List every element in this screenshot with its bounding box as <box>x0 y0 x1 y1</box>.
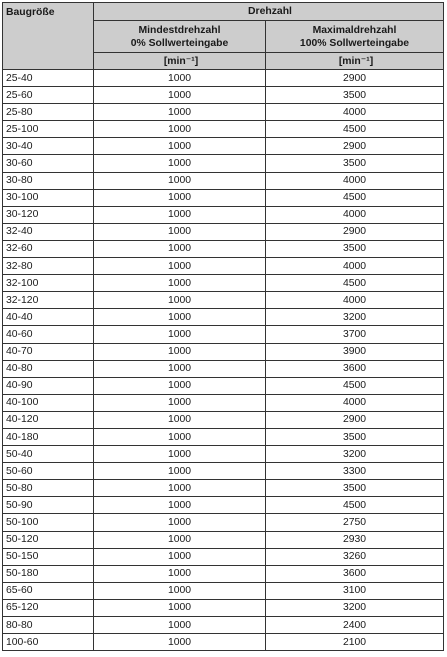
cell-size: 30-40 <box>3 138 94 155</box>
column-header-speed: Drehzahl <box>94 3 444 21</box>
cell-size: 25-80 <box>3 104 94 121</box>
cell-max-speed: 3100 <box>266 582 444 599</box>
unit-max-speed: [min⁻¹] <box>266 53 444 70</box>
cell-min-speed: 1000 <box>94 411 266 428</box>
cell-max-speed: 4000 <box>266 292 444 309</box>
table-row <box>3 360 444 377</box>
cell-min-speed: 1000 <box>94 155 266 172</box>
table-row <box>3 258 444 275</box>
table-row <box>3 446 444 463</box>
cell-max-speed: 4000 <box>266 104 444 121</box>
table-row <box>3 87 444 104</box>
cell-size: 40-70 <box>3 343 94 360</box>
cell-size: 40-60 <box>3 326 94 343</box>
cell-max-speed: 4500 <box>266 121 444 138</box>
cell-size: 50-150 <box>3 548 94 565</box>
cell-min-speed: 1000 <box>94 599 266 616</box>
table-row <box>3 599 444 616</box>
table-body <box>3 70 444 651</box>
cell-min-speed: 1000 <box>94 446 266 463</box>
column-header-size: Baugröße <box>3 3 94 70</box>
cell-max-speed: 2900 <box>266 138 444 155</box>
cell-max-speed: 2900 <box>266 411 444 428</box>
table-row <box>3 121 444 138</box>
min-speed-sublabel: 0% Sollwerteingabe <box>130 37 229 49</box>
cell-max-speed: 4000 <box>266 394 444 411</box>
cell-size: 65-60 <box>3 582 94 599</box>
table-header <box>3 3 444 70</box>
table-row <box>3 172 444 189</box>
cell-max-speed: 4500 <box>266 497 444 514</box>
cell-min-speed: 1000 <box>94 104 266 121</box>
cell-min-speed: 1000 <box>94 240 266 257</box>
cell-size: 80-80 <box>3 617 94 634</box>
cell-min-speed: 1000 <box>94 172 266 189</box>
cell-min-speed: 1000 <box>94 463 266 480</box>
cell-size: 100-60 <box>3 634 94 651</box>
cell-max-speed: 3900 <box>266 343 444 360</box>
cell-max-speed: 2400 <box>266 617 444 634</box>
cell-min-speed: 1000 <box>94 70 266 87</box>
cell-min-speed: 1000 <box>94 292 266 309</box>
cell-max-speed: 3200 <box>266 309 444 326</box>
cell-size: 65-120 <box>3 599 94 616</box>
table-row <box>3 463 444 480</box>
cell-min-speed: 1000 <box>94 87 266 104</box>
cell-size: 50-120 <box>3 531 94 548</box>
cell-min-speed: 1000 <box>94 497 266 514</box>
table-row <box>3 189 444 206</box>
cell-size: 32-120 <box>3 292 94 309</box>
cell-max-speed: 3200 <box>266 599 444 616</box>
table-row <box>3 309 444 326</box>
cell-size: 30-100 <box>3 189 94 206</box>
unit-min-speed: [min⁻¹] <box>94 53 266 70</box>
column-header-min-speed <box>94 21 266 53</box>
table-row <box>3 514 444 531</box>
table-row <box>3 377 444 394</box>
cell-min-speed: 1000 <box>94 121 266 138</box>
cell-size: 32-40 <box>3 223 94 240</box>
table-row <box>3 206 444 223</box>
cell-max-speed: 3500 <box>266 480 444 497</box>
cell-min-speed: 1000 <box>94 634 266 651</box>
cell-min-speed: 1000 <box>94 531 266 548</box>
table-row <box>3 617 444 634</box>
cell-min-speed: 1000 <box>94 343 266 360</box>
cell-min-speed: 1000 <box>94 428 266 445</box>
header-row-1 <box>3 3 444 21</box>
table-row <box>3 240 444 257</box>
table-row <box>3 531 444 548</box>
table-row <box>3 497 444 514</box>
cell-max-speed: 4500 <box>266 275 444 292</box>
cell-size: 30-80 <box>3 172 94 189</box>
cell-max-speed: 4500 <box>266 377 444 394</box>
table-row <box>3 292 444 309</box>
table-row <box>3 343 444 360</box>
cell-max-speed: 4000 <box>266 258 444 275</box>
cell-min-speed: 1000 <box>94 514 266 531</box>
cell-size: 25-60 <box>3 87 94 104</box>
speed-table <box>2 2 444 651</box>
cell-max-speed: 3500 <box>266 87 444 104</box>
cell-max-speed: 4000 <box>266 172 444 189</box>
cell-min-speed: 1000 <box>94 565 266 582</box>
table-row <box>3 634 444 651</box>
cell-size: 40-120 <box>3 411 94 428</box>
cell-size: 25-40 <box>3 70 94 87</box>
cell-min-speed: 1000 <box>94 394 266 411</box>
cell-size: 50-60 <box>3 463 94 480</box>
cell-max-speed: 2900 <box>266 70 444 87</box>
cell-min-speed: 1000 <box>94 309 266 326</box>
table-row <box>3 138 444 155</box>
table-row <box>3 394 444 411</box>
cell-size: 32-100 <box>3 275 94 292</box>
cell-size: 32-60 <box>3 240 94 257</box>
table-row <box>3 565 444 582</box>
cell-size: 40-90 <box>3 377 94 394</box>
table-row <box>3 275 444 292</box>
max-speed-sublabel: 100% Sollwerteingabe <box>299 37 410 49</box>
cell-size: 50-100 <box>3 514 94 531</box>
table-row <box>3 548 444 565</box>
cell-max-speed: 3500 <box>266 428 444 445</box>
table-row <box>3 480 444 497</box>
cell-max-speed: 3300 <box>266 463 444 480</box>
cell-size: 32-80 <box>3 258 94 275</box>
table-row <box>3 428 444 445</box>
cell-max-speed: 2930 <box>266 531 444 548</box>
cell-size: 40-100 <box>3 394 94 411</box>
cell-min-speed: 1000 <box>94 480 266 497</box>
cell-max-speed: 4000 <box>266 206 444 223</box>
cell-min-speed: 1000 <box>94 206 266 223</box>
table-row <box>3 223 444 240</box>
cell-size: 40-80 <box>3 360 94 377</box>
cell-min-speed: 1000 <box>94 326 266 343</box>
cell-max-speed: 2900 <box>266 223 444 240</box>
table-row <box>3 411 444 428</box>
cell-size: 30-120 <box>3 206 94 223</box>
table-row <box>3 70 444 87</box>
cell-min-speed: 1000 <box>94 377 266 394</box>
column-header-max-speed <box>266 21 444 53</box>
cell-size: 50-40 <box>3 446 94 463</box>
cell-min-speed: 1000 <box>94 275 266 292</box>
max-speed-label: Maximaldrehzahl <box>312 24 397 36</box>
cell-min-speed: 1000 <box>94 189 266 206</box>
cell-max-speed: 3500 <box>266 155 444 172</box>
cell-min-speed: 1000 <box>94 617 266 634</box>
cell-size: 40-40 <box>3 309 94 326</box>
cell-max-speed: 2100 <box>266 634 444 651</box>
table-row <box>3 326 444 343</box>
cell-min-speed: 1000 <box>94 360 266 377</box>
cell-size: 40-180 <box>3 428 94 445</box>
cell-min-speed: 1000 <box>94 582 266 599</box>
cell-max-speed: 3600 <box>266 565 444 582</box>
cell-size: 30-60 <box>3 155 94 172</box>
cell-max-speed: 3260 <box>266 548 444 565</box>
cell-size: 25-100 <box>3 121 94 138</box>
cell-min-speed: 1000 <box>94 258 266 275</box>
cell-max-speed: 3600 <box>266 360 444 377</box>
table-row <box>3 582 444 599</box>
cell-size: 50-180 <box>3 565 94 582</box>
cell-min-speed: 1000 <box>94 548 266 565</box>
cell-size: 50-80 <box>3 480 94 497</box>
cell-max-speed: 3200 <box>266 446 444 463</box>
cell-size: 50-90 <box>3 497 94 514</box>
min-speed-label: Mindestdrehzahl <box>138 24 221 36</box>
cell-max-speed: 4500 <box>266 189 444 206</box>
cell-max-speed: 3500 <box>266 240 444 257</box>
cell-max-speed: 2750 <box>266 514 444 531</box>
cell-min-speed: 1000 <box>94 138 266 155</box>
cell-max-speed: 3700 <box>266 326 444 343</box>
table-row <box>3 155 444 172</box>
cell-min-speed: 1000 <box>94 223 266 240</box>
table-row <box>3 104 444 121</box>
